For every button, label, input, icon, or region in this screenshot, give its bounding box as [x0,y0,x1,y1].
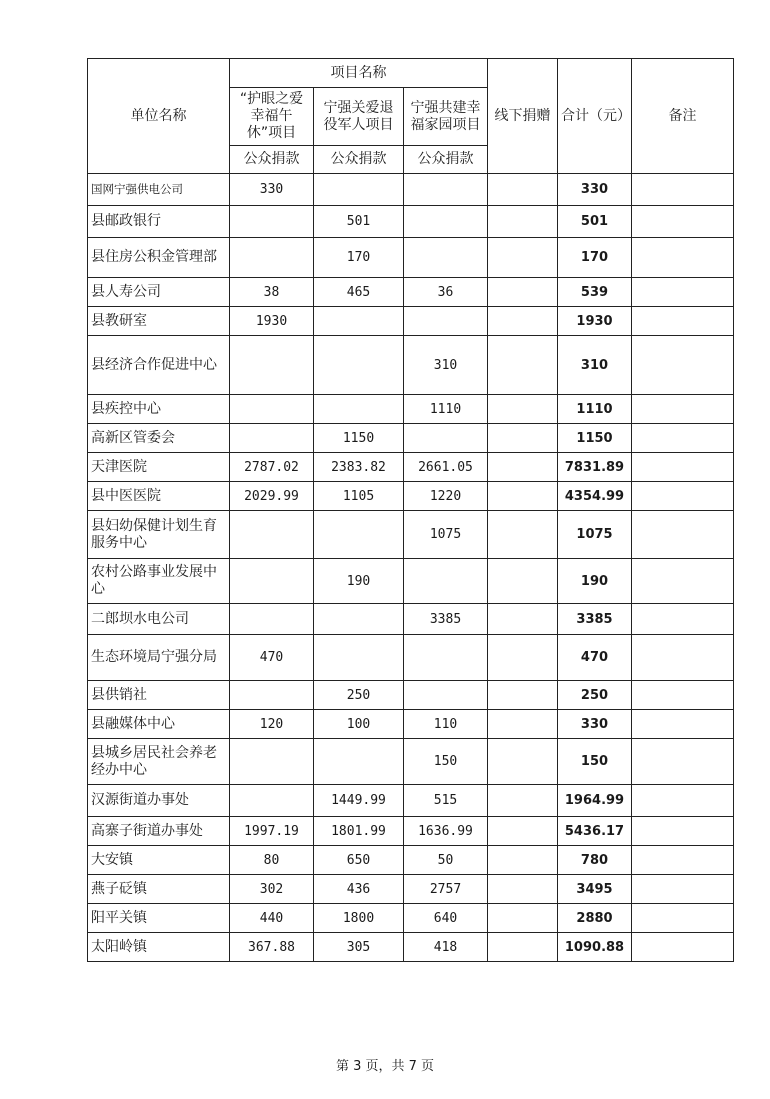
unit-name-cell: 生态环境局宁强分局 [88,635,230,681]
offline-cell [488,511,558,559]
project-2-cell [314,511,404,559]
project-3-cell: 1075 [404,511,488,559]
project-3-cell: 1220 [404,482,488,511]
project-2-cell [314,635,404,681]
project-3-cell: 310 [404,336,488,395]
offline-cell [488,710,558,739]
project-1-cell: 470 [230,635,314,681]
remark-cell [632,238,734,278]
project-1-cell [230,511,314,559]
remark-cell [632,511,734,559]
remark-cell [632,278,734,307]
project-2-cell [314,739,404,785]
remark-cell [632,307,734,336]
project-2-cell: 650 [314,846,404,875]
header-project-name: 项目名称 [230,59,488,88]
offline-cell [488,424,558,453]
header-public-1: 公众捐款 [230,146,314,174]
project-1-cell [230,559,314,604]
remark-cell [632,336,734,395]
total-cell: 1090.88 [558,933,632,962]
offline-cell [488,278,558,307]
unit-name-cell: 县住房公积金管理部 [88,238,230,278]
total-cell: 250 [558,681,632,710]
table-row [88,336,734,395]
table-row [88,739,734,785]
header-remark: 备注 [632,59,734,174]
project-1-cell [230,739,314,785]
project-1-cell [230,604,314,635]
donation-table-container [87,58,734,962]
table-row [88,206,734,238]
offline-cell [488,307,558,336]
unit-name-cell: 太阳岭镇 [88,933,230,962]
remark-cell [632,817,734,846]
table-row [88,395,734,424]
remark-cell [632,424,734,453]
table-row [88,710,734,739]
project-3-cell [404,238,488,278]
unit-name-cell: 县教研室 [88,307,230,336]
remark-cell [632,206,734,238]
total-cell: 1150 [558,424,632,453]
total-cell: 3495 [558,875,632,904]
project-3-cell [404,307,488,336]
total-cell: 1110 [558,395,632,424]
unit-name-cell: 县经济合作促进中心 [88,336,230,395]
project-2-cell [314,174,404,206]
project-3-cell: 2661.05 [404,453,488,482]
total-cell: 310 [558,336,632,395]
total-cell: 3385 [558,604,632,635]
project-2-cell: 501 [314,206,404,238]
project-2-cell: 170 [314,238,404,278]
remark-cell [632,559,734,604]
project-2-cell: 190 [314,559,404,604]
table-row [88,635,734,681]
table-row [88,785,734,817]
remark-cell [632,710,734,739]
table-row [88,238,734,278]
project-1-cell [230,681,314,710]
remark-cell [632,604,734,635]
header-project-2: 宁强关爱退役军人项目 [314,88,404,146]
project-3-cell [404,174,488,206]
project-1-cell [230,395,314,424]
project-1-cell: 2787.02 [230,453,314,482]
remark-cell [632,395,734,424]
project-3-cell: 418 [404,933,488,962]
remark-cell [632,174,734,206]
project-1-cell: 302 [230,875,314,904]
table-row [88,875,734,904]
offline-cell [488,174,558,206]
project-2-cell: 465 [314,278,404,307]
project-2-cell: 1105 [314,482,404,511]
table-row [88,453,734,482]
offline-cell [488,238,558,278]
total-cell: 5436.17 [558,817,632,846]
donation-table [87,58,734,962]
project-2-cell: 1449.99 [314,785,404,817]
table-row [88,681,734,710]
remark-cell [632,933,734,962]
header-row-1 [88,59,734,88]
offline-cell [488,604,558,635]
project-1-cell: 1997.19 [230,817,314,846]
table-row [88,904,734,933]
unit-name-cell: 大安镇 [88,846,230,875]
header-public-2: 公众捐款 [314,146,404,174]
project-3-cell [404,559,488,604]
header-project-1: “护眼之爱幸福午休”项目 [230,88,314,146]
offline-cell [488,846,558,875]
table-row [88,604,734,635]
total-cell: 1075 [558,511,632,559]
remark-cell [632,785,734,817]
table-row [88,933,734,962]
unit-name-cell: 二郎坝水电公司 [88,604,230,635]
total-cell: 190 [558,559,632,604]
unit-name-cell: 汉源街道办事处 [88,785,230,817]
total-cell: 1964.99 [558,785,632,817]
offline-cell [488,336,558,395]
project-3-cell [404,635,488,681]
project-2-cell [314,307,404,336]
project-1-cell: 330 [230,174,314,206]
total-cell: 330 [558,710,632,739]
project-1-cell [230,238,314,278]
offline-cell [488,559,558,604]
header-project-3: 宁强共建幸福家园项目 [404,88,488,146]
total-cell: 170 [558,238,632,278]
project-1-cell [230,206,314,238]
table-row [88,307,734,336]
header-unit-name: 单位名称 [88,59,230,174]
table-row [88,482,734,511]
unit-name-cell: 农村公路事业发展中心 [88,559,230,604]
project-2-cell: 436 [314,875,404,904]
offline-cell [488,933,558,962]
offline-cell [488,739,558,785]
remark-cell [632,681,734,710]
project-1-cell [230,785,314,817]
total-cell: 470 [558,635,632,681]
unit-name-cell: 县融媒体中心 [88,710,230,739]
project-3-cell: 50 [404,846,488,875]
table-row [88,278,734,307]
unit-name-cell: 高新区管委会 [88,424,230,453]
unit-name-cell: 国网宁强供电公司 [88,174,230,206]
header-total: 合计（元） [558,59,632,174]
project-1-cell: 440 [230,904,314,933]
unit-name-cell: 县疾控中心 [88,395,230,424]
project-2-cell [314,395,404,424]
table-row [88,846,734,875]
project-3-cell: 150 [404,739,488,785]
unit-name-cell: 县中医医院 [88,482,230,511]
offline-cell [488,875,558,904]
project-1-cell: 38 [230,278,314,307]
project-1-cell [230,424,314,453]
total-cell: 7831.89 [558,453,632,482]
project-2-cell: 2383.82 [314,453,404,482]
table-row [88,174,734,206]
unit-name-cell: 县供销社 [88,681,230,710]
project-3-cell [404,424,488,453]
remark-cell [632,482,734,511]
project-3-cell: 2757 [404,875,488,904]
unit-name-cell: 县城乡居民社会养老经办中心 [88,739,230,785]
offline-cell [488,453,558,482]
project-3-cell [404,681,488,710]
unit-name-cell: 天津医院 [88,453,230,482]
unit-name-cell: 县妇幼保健计划生育服务中心 [88,511,230,559]
remark-cell [632,846,734,875]
project-1-cell: 367.88 [230,933,314,962]
offline-cell [488,482,558,511]
project-1-cell: 80 [230,846,314,875]
offline-cell [488,817,558,846]
project-2-cell [314,604,404,635]
total-cell: 150 [558,739,632,785]
project-3-cell: 1636.99 [404,817,488,846]
total-cell: 4354.99 [558,482,632,511]
offline-cell [488,206,558,238]
project-2-cell: 1801.99 [314,817,404,846]
project-1-cell: 2029.99 [230,482,314,511]
total-cell: 330 [558,174,632,206]
project-2-cell: 250 [314,681,404,710]
offline-cell [488,681,558,710]
remark-cell [632,904,734,933]
project-3-cell: 110 [404,710,488,739]
project-2-cell: 100 [314,710,404,739]
unit-name-cell: 阳平关镇 [88,904,230,933]
project-2-cell: 1800 [314,904,404,933]
project-3-cell: 515 [404,785,488,817]
offline-cell [488,904,558,933]
unit-name-cell: 县人寿公司 [88,278,230,307]
project-3-cell: 3385 [404,604,488,635]
table-row [88,511,734,559]
unit-name-cell: 县邮政银行 [88,206,230,238]
offline-cell [488,785,558,817]
remark-cell [632,635,734,681]
unit-name-cell: 燕子砭镇 [88,875,230,904]
header-public-3: 公众捐款 [404,146,488,174]
remark-cell [632,453,734,482]
remark-cell [632,875,734,904]
project-1-cell [230,336,314,395]
table-row [88,817,734,846]
offline-cell [488,635,558,681]
project-3-cell: 1110 [404,395,488,424]
project-3-cell: 640 [404,904,488,933]
table-row [88,559,734,604]
total-cell: 1930 [558,307,632,336]
project-2-cell: 305 [314,933,404,962]
table-row [88,424,734,453]
total-cell: 780 [558,846,632,875]
total-cell: 501 [558,206,632,238]
project-3-cell: 36 [404,278,488,307]
project-3-cell [404,206,488,238]
page-footer: 第 3 页，共 7 页 [335,1059,435,1074]
project-1-cell: 1930 [230,307,314,336]
remark-cell [632,739,734,785]
project-2-cell [314,336,404,395]
offline-cell [488,395,558,424]
total-cell: 2880 [558,904,632,933]
total-cell: 539 [558,278,632,307]
project-2-cell: 1150 [314,424,404,453]
header-offline: 线下捐赠 [488,59,558,174]
project-1-cell: 120 [230,710,314,739]
unit-name-cell: 高寨子街道办事处 [88,817,230,846]
